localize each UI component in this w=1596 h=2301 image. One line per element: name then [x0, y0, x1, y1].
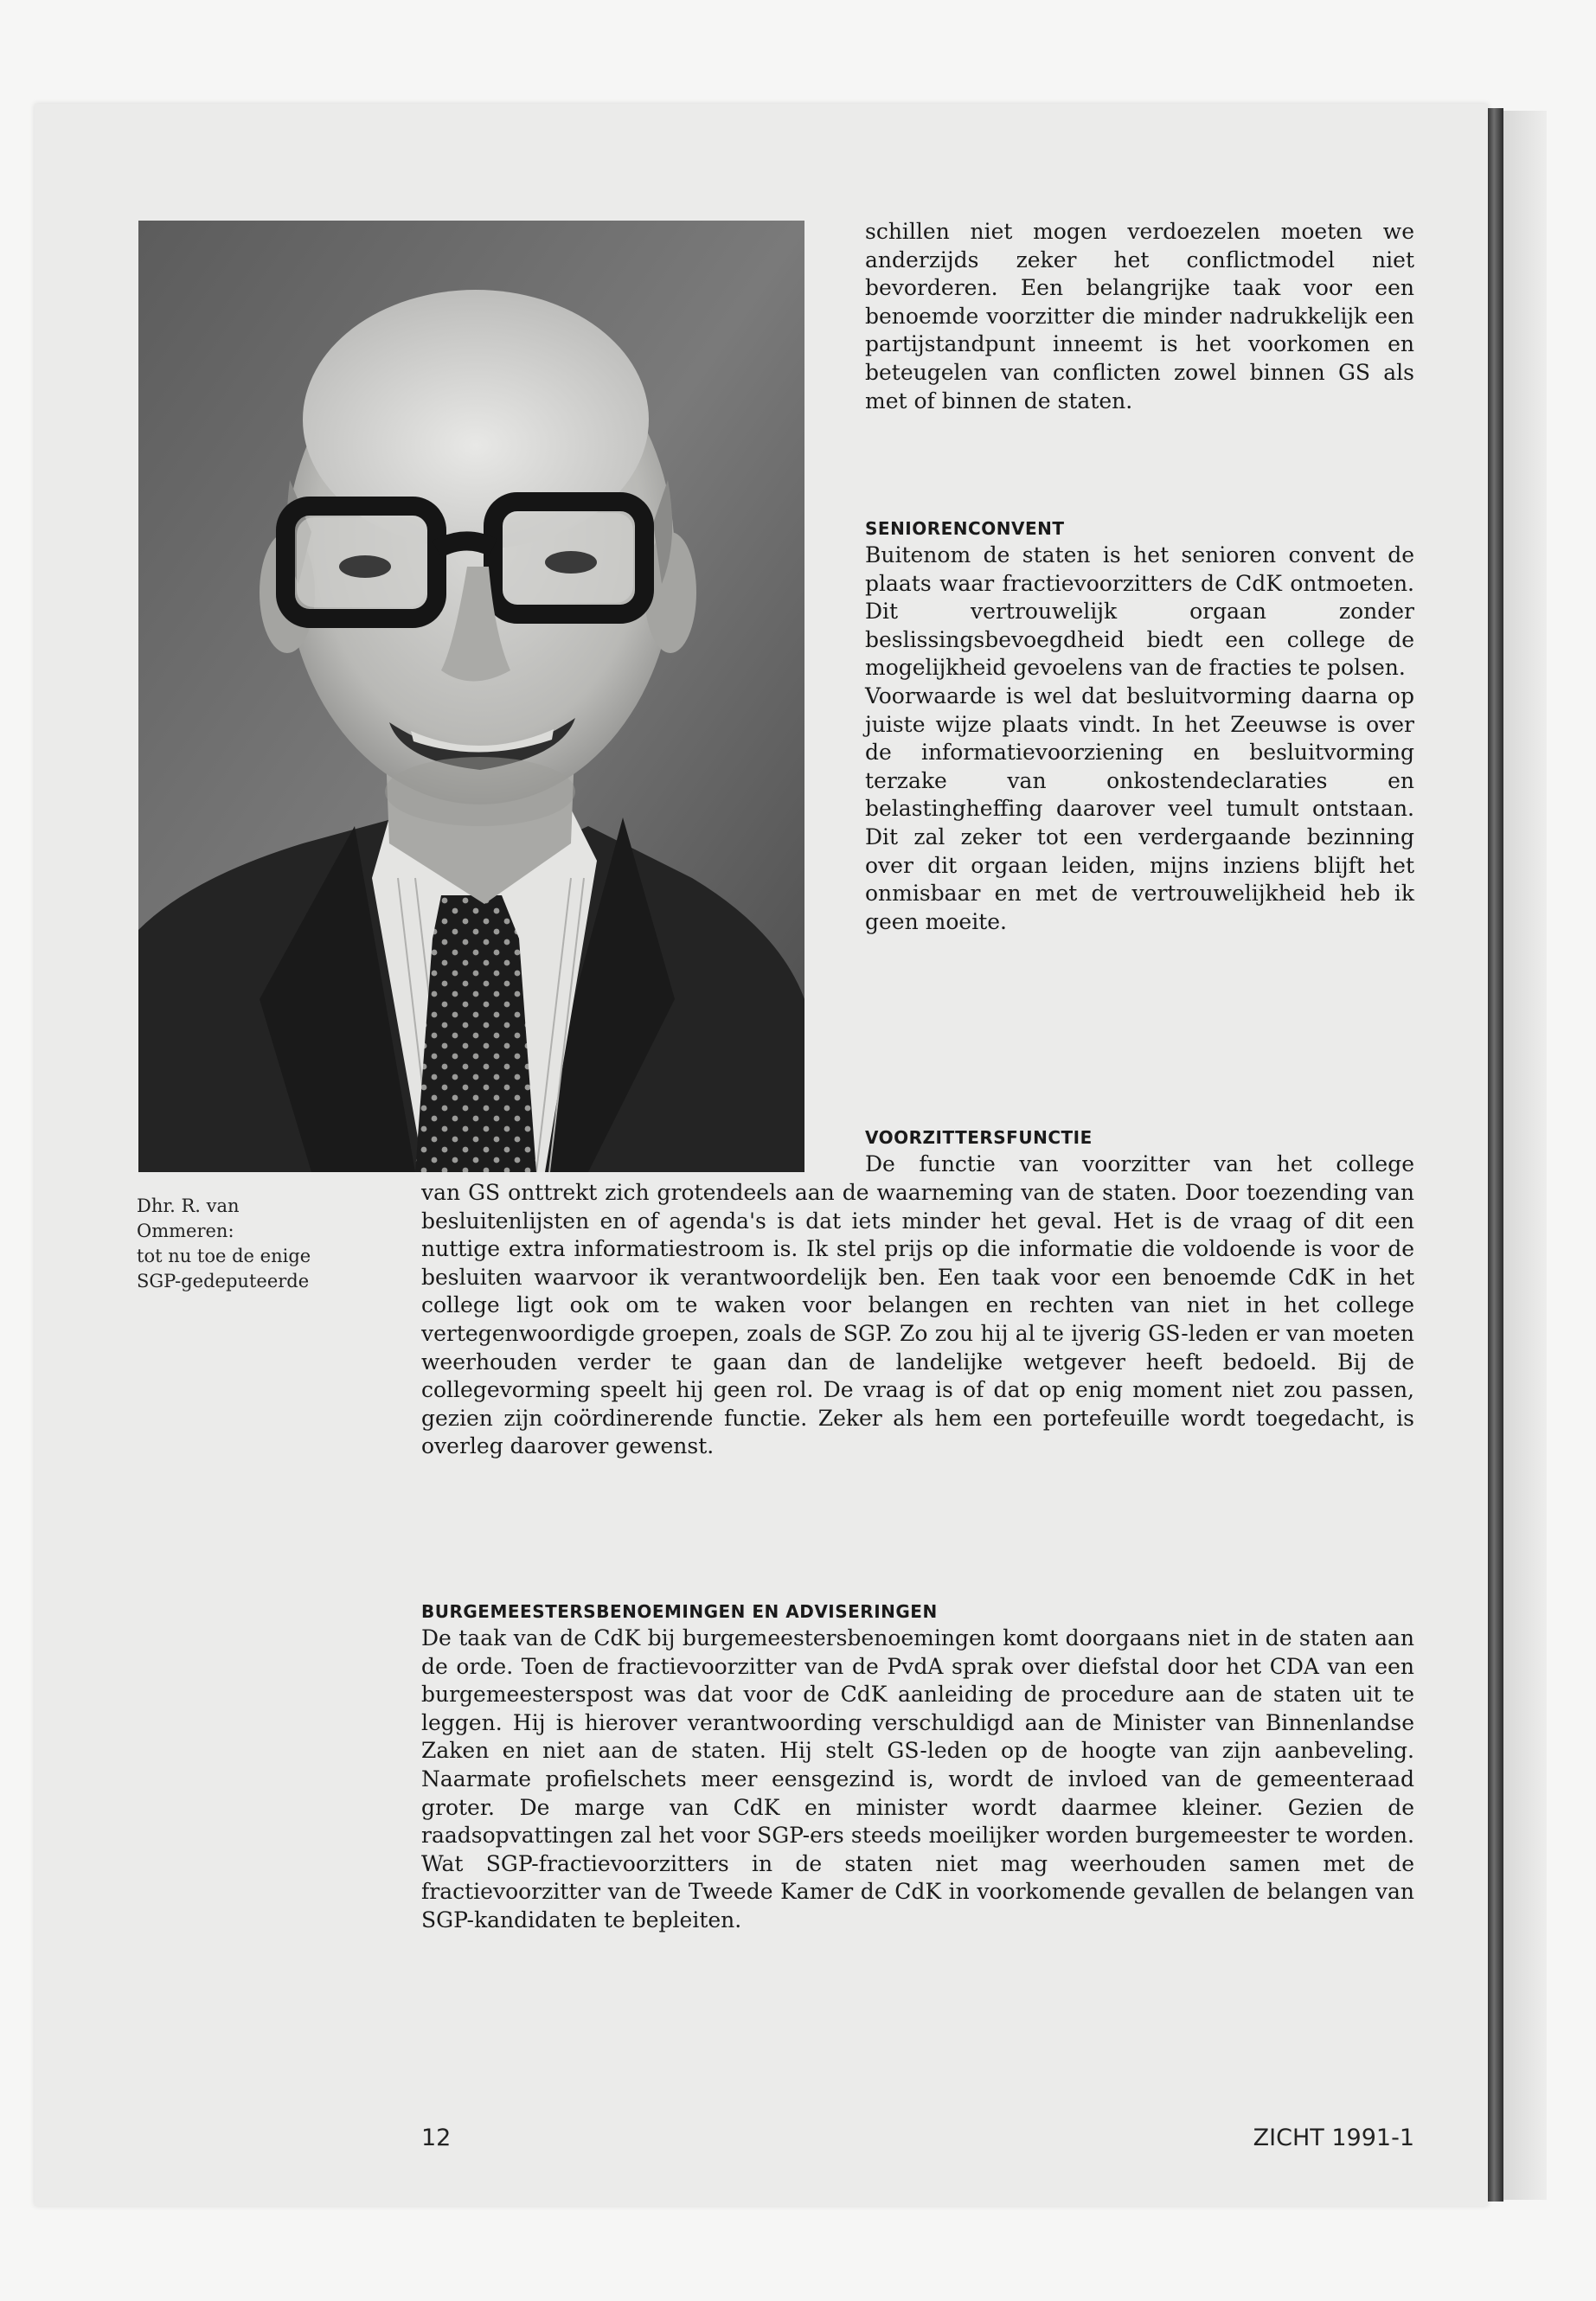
next-page-edge [1503, 111, 1547, 2200]
caption-line: SGP-gedeputeerde [137, 1271, 310, 1292]
seniorenconvent-heading: SENIORENCONVENT [865, 518, 1065, 539]
seniorenconvent-paragraph-2: Voorwaarde is wel dat besluitvorming daarna op juiste wijze plaats vindt. In het Zeeuwse is over de informatievoorziening en besluitvorming terzake van onkostendeclaraties en belastingheffing daarover veel tumult ontstaan. Dit zal zeker tot een verdergaande bezinning over dit orgaan leiden, mijns inziens blijft het onmisbaar en met de vertrouwelijkheid heb ik geen moeite. [865, 683, 1414, 934]
voorzittersfunctie-header [865, 1125, 1414, 1179]
voorzittersfunctie-body [421, 1179, 1414, 1461]
caption-line: tot nu toe de enige [137, 1246, 311, 1266]
voorzittersfunctie-first-line: De functie van voorzitter van het college [865, 1151, 1414, 1176]
page-number: 12 [421, 2125, 452, 2151]
portrait-photo [138, 221, 804, 1172]
caption-line: Dhr. R. van [137, 1195, 240, 1216]
intro-text-block [865, 218, 1414, 415]
burgemeesters-paragraph: De taak van de CdK bij burgemeestersbenoemingen komt doorgaans niet in de staten aan de orde. Toen de fractievoorzitter van de PvdA sprak over diefstal door het CDA van een burgemeesterspost was dat voor de CdK aanleiding de procedure aan de staten uit te leggen. Hij is hierover verantwoording verschuldigd aan de Minister van Binnenlandse Zaken en niet aan de staten. Hij stelt GS-leden op de hoogte van zijn aanbeveling. Naarmate profielschets meer eensgezind is, wordt de invloed van de gemeenteraad groter. De marge van CdK en minister wordt daarmee kleiner. Gezien de raadsopvattingen zal het voor SGP-ers steeds moeilijker worden burgemeester te worden. Wat SGP-fractievoorzitters in de staten niet mag weerhouden samen met de fractievoorzitter van de Tweede Kamer de CdK in voorkomende gevallen de belangen van SGP-kandidaten te bepleiten. [421, 1625, 1414, 1932]
intro-paragraph: schillen niet mogen verdoezelen moeten we anderzijds zeker het conflictmodel niet bevorderen. Een belangrijke taak voor een benoemde voorzitter die minder nadrukkelijk een partijstandpunt inneemt is het voorkomen en beteugelen van conflicten zowel binnen GS als met of binnen de staten. [865, 219, 1414, 413]
page-spine-shadow [1488, 108, 1503, 2202]
voorzittersfunctie-paragraph: van GS onttrekt zich grotendeels aan de waarneming van de staten. Door toezending van besluitenlijsten en of agenda's is dat iets minder het geval. Het is de vraag of dit een nuttige extra informatiestroom is. Ik stel prijs op die informatie die voldoende is voor de besluiten waarvoor ik verantwoordelijk ben. Een taak voor een benoemde CdK in het college ligt ook om te waken voor belangen en rechten van niet in het college vertegenwoordigde groepen, zoals de SGP. Zo zou hij al te ijverig GS-leden er van moeten weerhouden verder te gaan dan de landelijke wetgever heeft bedoeld. Bij de collegevorming speelt hij geen rol. De vraag is of dat op enig moment niet zou passen, gezien zijn coördinerende functie. Zeker als hem een portefeuille wordt toegedacht, is overleg daarover gewenst. [421, 1180, 1414, 1459]
burgemeesters-section [421, 1599, 1414, 1935]
magazine-issue: ZICHT 1991-1 [1253, 2125, 1414, 2151]
voorzittersfunctie-heading: VOORZITTERSFUNCTIE [865, 1127, 1093, 1148]
caption-line: Ommeren: [137, 1221, 234, 1241]
burgemeesters-heading: BURGEMEESTERSBENOEMINGEN EN ADVISERINGEN [421, 1601, 938, 1622]
seniorenconvent-paragraph-1: Buitenom de staten is het senioren convent de plaats waar fractievoorzitters de CdK ontmoeten. Dit vertrouwelijk orgaan zonder beslissingsbevoegdheid biedt een college de mogelijkheid gevoelens van de fracties te polsen. [865, 542, 1414, 681]
seniorenconvent-section [865, 516, 1414, 936]
photo-caption [137, 1194, 379, 1294]
